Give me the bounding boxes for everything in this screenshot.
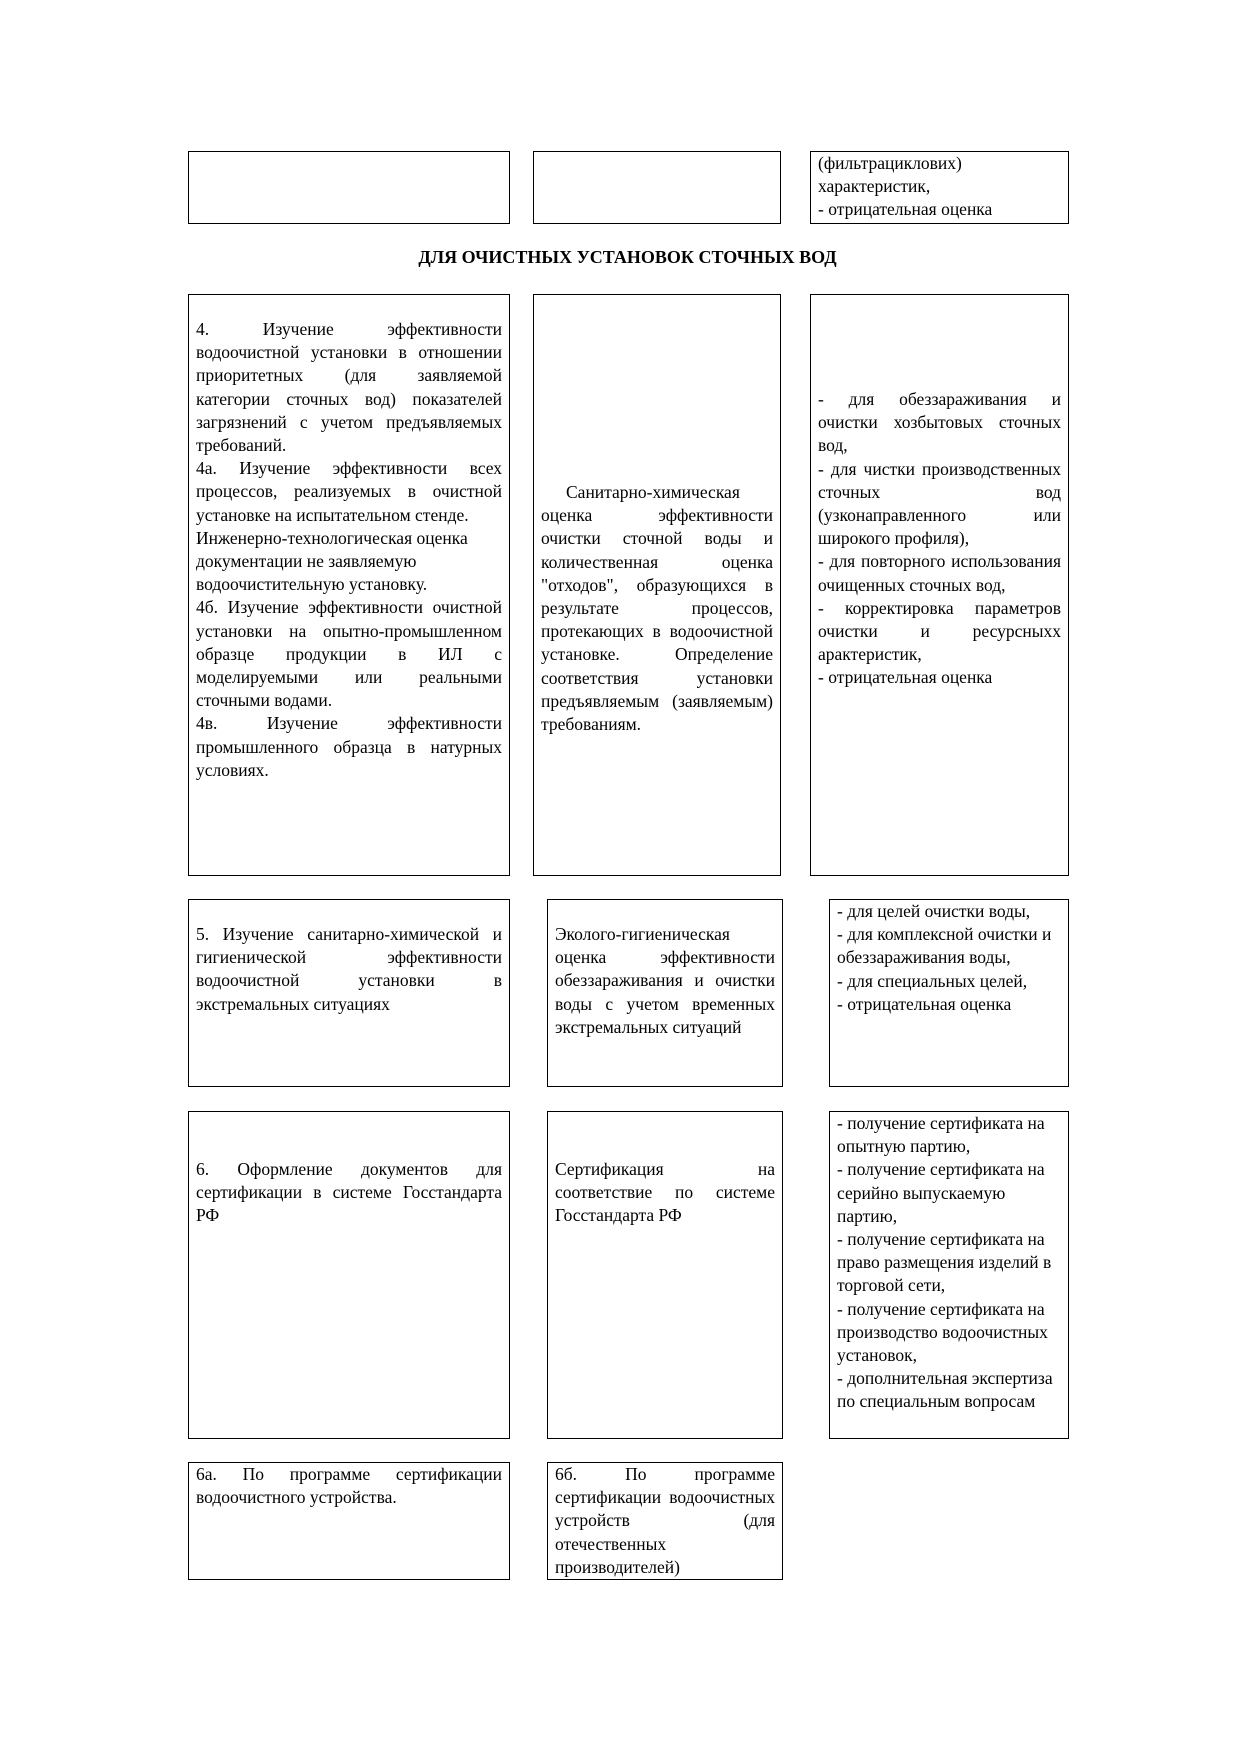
list-item: - отрицательная оценка: [818, 667, 993, 688]
text-line: (фильтрациклових): [818, 153, 962, 173]
paragraph: 5. Изучение санитарно-химической и гигиенической эффективности водоочистной установки в экстремальных ситуациях: [196, 924, 502, 1014]
stage-6b-box: [547, 1462, 783, 1580]
list-item: - для специальных целей,: [837, 970, 1028, 991]
stage-5-assessment-box: [547, 899, 783, 1087]
list-item: - для чистки производственных сточных вод (узконаправленного или широкого профиля),: [818, 458, 1061, 549]
stage-6-box: [188, 1111, 510, 1439]
paragraph: 4б. Изучение эффективности очистной установки на опытно-промышленном образце продукции в ИЛ с моделируемыми или реальными сточными водами.: [196, 597, 502, 711]
list-item: - корректировка параметров очистки и ресурсныхх арактеристик,: [818, 597, 1061, 665]
stage-4-box: [188, 294, 510, 876]
list-item: - для обеззараживания и очистки хозбытовых сточных вод,: [818, 389, 1061, 456]
paragraph: 4в. Изучение эффективности промышленного образца в натурных условиях.: [196, 713, 502, 780]
stage-6-assessment-box: [547, 1111, 783, 1439]
text-line: характеристик,: [818, 176, 931, 197]
list-item: - получение сертификата на опытную партию,: [837, 1113, 1045, 1157]
stage-4-result-box: [810, 294, 1069, 876]
stage-5-box: [188, 899, 510, 1087]
list-item: - получение сертификата на право размещения изделий в торговой сети,: [837, 1229, 1052, 1296]
list-item: - для комплексной очистки и обеззараживания воды,: [837, 924, 1052, 968]
list-item: - получение сертификата на производство водоочистных установок,: [837, 1298, 1048, 1366]
paragraph: 4а. Изучение эффективности всех процессов, реализуемых в очистной установке на испытательном стенде.: [196, 458, 502, 525]
paragraph: 6. Оформление документов для сертификации в системе Госстандарта РФ: [196, 1159, 502, 1226]
list-item: - получение сертификата на серийно выпускаемую партию,: [837, 1159, 1045, 1226]
list-item: - дополнительная экспертиза по специальным вопросам: [837, 1368, 1053, 1412]
top-box-1: [188, 151, 510, 224]
list-item: - отрицательная оценка: [837, 993, 1012, 1014]
list-item: - для повторного использования очищенных сточных вод,: [818, 551, 1061, 595]
stage-5-result-box: [829, 899, 1069, 1087]
paragraph: Эколого-гигиеническая оценка эффективности обеззараживания и очистки воды с учетом временных экстремальных ситуаций: [555, 924, 775, 1037]
stage-4-assessment-box: [533, 294, 781, 876]
stage-6-result-box: [829, 1111, 1069, 1439]
stage-6a-box: [188, 1462, 510, 1580]
paragraph: Инженерно-технологическая оценка документации не заявляемую водоочистительную установку.: [196, 527, 468, 595]
paragraph: Санитарно-химическая оценка эффективности очистки сточной воды и количественная оценка "отходов", образующихся в результате процессов, протекающих в водоочистной установке. Определение соответствия установки предъявляемым (заявляемым) требованиям.: [541, 482, 773, 735]
paragraph: 4. Изучение эффективности водоочистной установки в отношении приоритетных (для заявляемой категории сточных вод) показателей загрязнений с учетом предъявляемых требований.: [196, 319, 502, 456]
text-line: - отрицательная оценка: [818, 199, 993, 220]
paragraph: Сертификация на соответствие по системе Госстандарта РФ: [555, 1159, 775, 1226]
list-item: - для целей очистки воды,: [837, 901, 1031, 921]
top-box-2: [533, 151, 781, 224]
section-heading: ДЛЯ ОЧИСТНЫХ УСТАНОВОК СТОЧНЫХ ВОД: [418, 247, 837, 267]
paragraph: 6а. По программе сертификации водоочистного устройства.: [196, 1464, 502, 1508]
paragraph: 6б. По программе сертификации водоочистных устройств (для отечественных производителей): [555, 1464, 775, 1577]
top-box-3: [810, 151, 1069, 224]
